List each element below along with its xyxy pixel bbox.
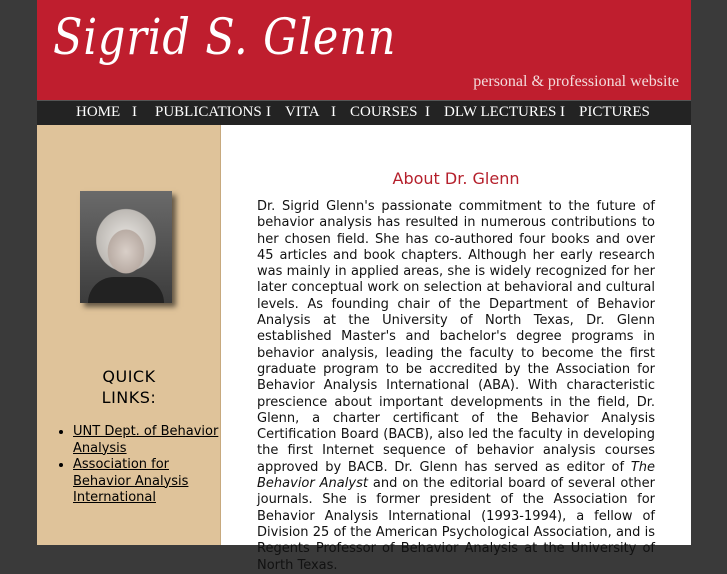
site-tagline: personal & professional website xyxy=(473,73,679,90)
site-logo[interactable]: Sigrid S. Glenn xyxy=(53,8,397,66)
quick-links-title-line1: QUICK xyxy=(102,367,156,386)
nav-separator: I xyxy=(266,104,271,120)
nav-separator: I xyxy=(425,104,430,120)
list-item xyxy=(73,457,219,507)
nav-home[interactable]: HOME xyxy=(76,104,121,120)
nav-separator: I xyxy=(132,104,137,120)
nav-vita[interactable]: VITA xyxy=(285,104,320,120)
link-abai[interactable]: Association for Behavior Analysis International xyxy=(73,457,189,505)
bio-text-part2: and on the editorial board of several other journals. She is former president of the Association for Behavior Analysis International (1993-1994), a fellow of Division 25 of the American Psychological Association, and is Regents Professor of Behavior Analysis at the University of North Texas. xyxy=(257,476,655,573)
page-title: About Dr. Glenn xyxy=(392,169,520,188)
quick-links-list xyxy=(57,424,219,507)
quick-links-title-line2: LINKS: xyxy=(101,388,157,407)
nav-separator: I xyxy=(331,104,336,120)
quick-links-title xyxy=(37,366,221,408)
main-content xyxy=(221,125,691,573)
page xyxy=(37,0,691,573)
site-header xyxy=(37,0,691,100)
profile-photo-shoulders xyxy=(88,277,164,303)
nav-separator: I xyxy=(560,104,565,120)
nav-publications[interactable]: PUBLICATIONS xyxy=(155,104,262,120)
sidebar xyxy=(37,125,221,545)
bio-text-part1: Dr. Sigrid Glenn's passionate commitment to the future of behavior analysis has resulted in numerous contributions to her chosen field. She has co-authored four books and over 45 articles and book chapters. Although her early research was mainly in applied areas, she is widely recognized for her later conceptual work on selection at behavioral and cultural levels. As founding chair of the Department of Behavior Analysis at the University of North Texas, Dr. Glenn established Master's and bachelor's degree programs in behavior analysis, leading the faculty to become the first graduate program to be accredited by the Association for Behavior Analysis International (ABA). With characteristic prescience about important developments in the field, Dr. Glenn, a charter certificant of the Behavior Analysis Certification Board (BACB), also led the faculty in developing the first Internet sequence of behavior analysis courses approved by BACB. Dr. Glenn has served as editor of xyxy=(257,199,655,475)
bio-paragraph xyxy=(257,199,655,574)
main-nav xyxy=(37,100,691,125)
nav-pictures[interactable]: PICTURES xyxy=(579,104,650,120)
bio-journal-title: The Behavior Analyst xyxy=(257,459,655,492)
profile-photo xyxy=(80,191,172,303)
nav-dlw-lectures[interactable]: DLW LECTURES xyxy=(444,104,557,120)
link-unt-dept[interactable]: UNT Dept. of Behavior Analysis xyxy=(73,424,219,456)
list-item xyxy=(73,424,219,457)
nav-courses[interactable]: COURSES xyxy=(350,104,418,120)
